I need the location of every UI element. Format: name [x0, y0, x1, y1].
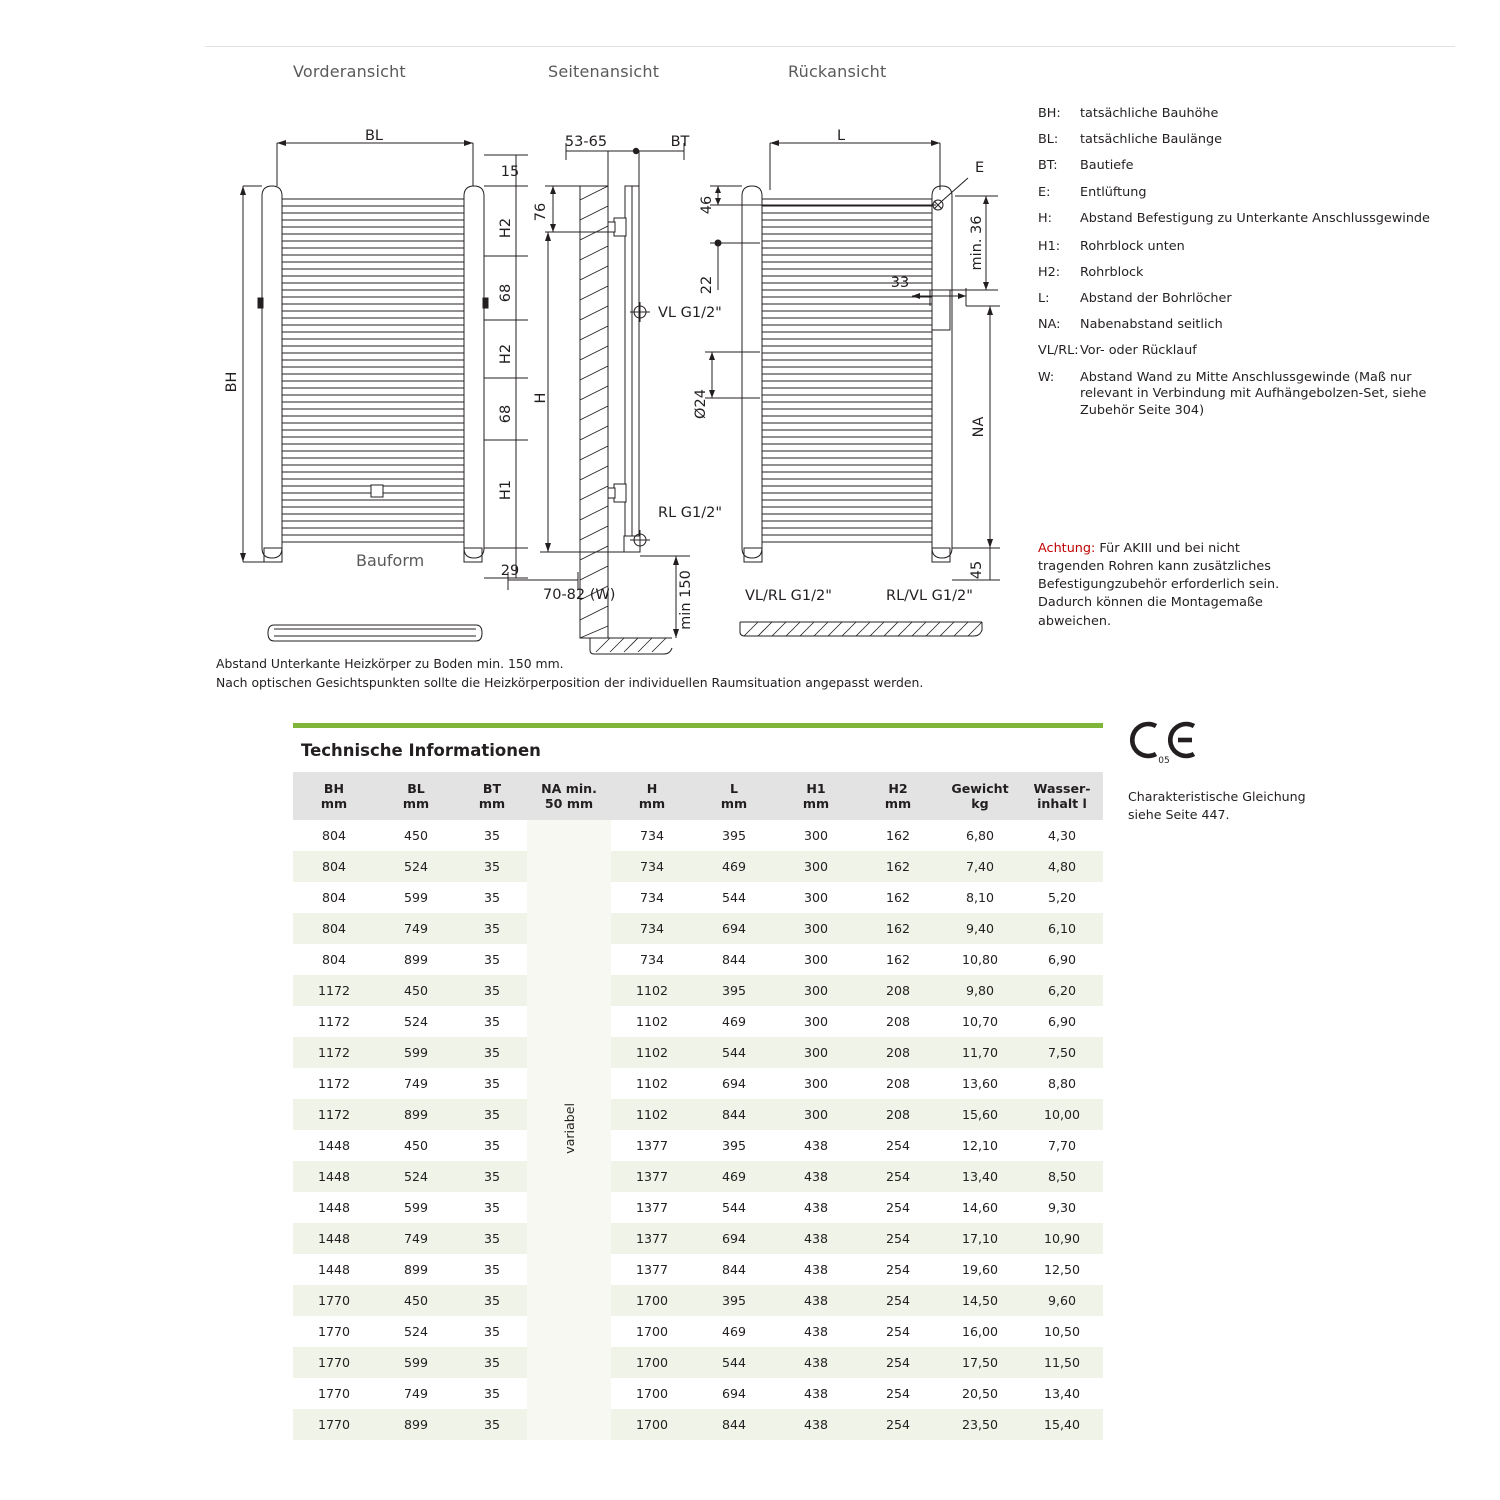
legend-list	[1038, 106, 1458, 431]
cell-bt: 35	[457, 851, 527, 882]
cell-h: 1700	[611, 1409, 693, 1440]
cell-h1: 300	[803, 952, 829, 967]
cell-h: 1102	[611, 1037, 693, 1068]
cell-water: 10,90	[1021, 1223, 1103, 1254]
cell-na-variabel: variabel	[527, 820, 611, 1440]
cell-h: 1102	[611, 975, 693, 1006]
cell-bt: 35	[457, 1223, 527, 1254]
cell-bh: 1172	[317, 1076, 351, 1091]
table-row	[293, 1161, 1103, 1192]
cell-l: 694	[693, 1223, 775, 1254]
cell-h1: 438	[775, 1223, 857, 1254]
cell-weight: 20,50	[961, 1386, 999, 1401]
label-vl: VL G1/2"	[658, 305, 722, 321]
cell-bl: 899	[375, 1409, 457, 1440]
cell-l: 544	[693, 1037, 775, 1068]
dim-29: 29	[500, 563, 520, 579]
cell-h2: 254	[885, 1200, 911, 1215]
dim-h1: H1	[498, 479, 514, 501]
cell-h1: 300	[775, 1037, 857, 1068]
cell-bt: 35	[483, 952, 501, 967]
legend-item	[1038, 343, 1458, 360]
legend-item	[1038, 132, 1458, 149]
table-row	[293, 820, 1103, 851]
legend-key: BH:	[1038, 106, 1061, 121]
dim-bt: BT	[670, 134, 690, 150]
table-row	[293, 851, 1103, 882]
cell-water: 13,40	[1043, 1386, 1081, 1401]
cell-h2: 162	[885, 890, 911, 905]
cell-bh: 804	[321, 890, 347, 905]
cell-water: 10,00	[1021, 1099, 1103, 1130]
cell-bt: 35	[457, 1285, 527, 1316]
cell-h2: 254	[857, 1223, 939, 1254]
dim-l: L	[836, 128, 846, 144]
cell-h1: 438	[775, 1161, 857, 1192]
cell-h1: 300	[775, 913, 857, 944]
cell-bt: 35	[483, 1324, 501, 1339]
dim-22: 22	[699, 275, 715, 295]
dim-45: 45	[969, 560, 985, 580]
dim-min150: min 150	[678, 570, 694, 630]
cell-weight: 12,10	[961, 1138, 999, 1153]
cell-h: 1377	[635, 1262, 669, 1277]
cell-weight: 7,40	[939, 851, 1021, 882]
cell-h: 1102	[611, 1099, 693, 1130]
cell-h2: 162	[885, 828, 911, 843]
cell-bt: 35	[457, 975, 527, 1006]
legend-value: Rohrblock unten	[1080, 238, 1185, 254]
legend-value: tatsächliche Baulänge	[1080, 132, 1222, 148]
cell-bl: 749	[375, 1223, 457, 1254]
col-header-h: H mm	[611, 772, 693, 820]
table-row	[293, 913, 1103, 944]
cell-bl: 599	[375, 1037, 457, 1068]
cell-bh: 1448	[293, 1223, 375, 1254]
cell-h: 734	[611, 851, 693, 882]
dim-bl: BL	[364, 128, 384, 144]
cell-weight: 13,60	[961, 1076, 999, 1091]
cell-weight: 9,40	[939, 913, 1021, 944]
legend-key: E:	[1038, 184, 1051, 200]
dim-33: 33	[890, 275, 910, 291]
table-row	[293, 1099, 1103, 1130]
legend-key: L:	[1038, 291, 1050, 307]
cell-h2: 254	[857, 1161, 939, 1192]
cell-weight: 8,10	[965, 890, 995, 905]
dim-h2b: H2	[498, 343, 514, 365]
cell-weight: 10,70	[961, 1014, 999, 1029]
cell-bl: 450	[375, 975, 457, 1006]
cell-bl: 599	[403, 1200, 429, 1215]
legend-value: Bautiefe	[1080, 158, 1134, 174]
cell-water: 11,50	[1021, 1347, 1103, 1378]
cell-h: 734	[639, 952, 665, 967]
cell-h1: 438	[775, 1285, 857, 1316]
cell-l: 844	[693, 1409, 775, 1440]
cell-l: 844	[693, 1099, 775, 1130]
view-title-bauform: Bauform	[356, 551, 425, 570]
cell-bl: 749	[403, 1386, 429, 1401]
cell-h: 1102	[635, 1076, 669, 1091]
cell-bh: 804	[293, 851, 375, 882]
legend-value: Rohrblock	[1080, 264, 1144, 280]
cell-bh: 1770	[317, 1324, 351, 1339]
cell-bl: 749	[375, 913, 457, 944]
cell-h: 1700	[611, 1285, 693, 1316]
cell-l: 544	[693, 1347, 775, 1378]
cell-water: 6,90	[1047, 1014, 1077, 1029]
legend-key: H2:	[1038, 264, 1061, 280]
table-row	[293, 1192, 1103, 1223]
cell-h1: 300	[775, 975, 857, 1006]
cell-h1: 438	[803, 1200, 829, 1215]
cell-l: 395	[721, 1138, 747, 1153]
drawing-caption	[216, 655, 923, 692]
cell-water: 15,40	[1021, 1409, 1103, 1440]
table-row	[293, 1254, 1103, 1285]
cell-weight: 9,80	[939, 975, 1021, 1006]
legend-item	[1038, 291, 1458, 308]
cell-water: 4,80	[1021, 851, 1103, 882]
cell-bt: 35	[483, 1076, 501, 1091]
cell-h: 1700	[635, 1386, 669, 1401]
legend-value: Abstand der Bohrlöcher	[1080, 291, 1232, 307]
cell-h: 1377	[611, 1223, 693, 1254]
table-row	[293, 1316, 1103, 1347]
ce-caption-line-1: Charakteristische Gleichung	[1128, 789, 1306, 804]
table-row	[293, 1378, 1103, 1409]
cell-bt: 35	[457, 1347, 527, 1378]
legend-value: Abstand Befestigung zu Unterkante Anschlussgewinde	[1080, 210, 1430, 226]
cell-h2: 162	[857, 851, 939, 882]
cell-h2: 254	[857, 1409, 939, 1440]
col-header-bt: BT mm	[457, 772, 527, 820]
cell-h: 734	[639, 828, 665, 843]
dim-na: NA	[971, 416, 987, 438]
ce-caption	[1128, 788, 1328, 825]
col-header-h2: H2 mm	[857, 772, 939, 820]
cell-h1: 300	[803, 890, 829, 905]
dim-70-82: 70-82 (W)	[543, 587, 616, 603]
dim-min36: min. 36	[969, 215, 985, 271]
cell-bt: 35	[457, 913, 527, 944]
label-vlrl-right: RL/VL G1/2"	[886, 588, 973, 604]
cell-h2: 208	[857, 975, 939, 1006]
dim-15: 15	[500, 164, 520, 180]
cell-bh: 1448	[317, 1262, 351, 1277]
cell-h1: 438	[803, 1324, 829, 1339]
cell-h2: 254	[857, 1285, 939, 1316]
warning-note	[1038, 540, 1296, 631]
table-row	[293, 1037, 1103, 1068]
label-rl: RL G1/2"	[658, 505, 723, 521]
cell-bh: 1172	[317, 1014, 351, 1029]
legend-key: BT:	[1038, 158, 1058, 174]
table-header-row	[293, 772, 1103, 820]
cell-l: 469	[721, 1014, 747, 1029]
table-row	[293, 1130, 1103, 1161]
legend-value: Nabenabstand seitlich	[1080, 317, 1223, 333]
dim-68a: 68	[498, 283, 514, 303]
cell-bh: 1172	[293, 975, 375, 1006]
cell-h1: 438	[803, 1262, 829, 1277]
cell-bl: 899	[403, 1262, 429, 1277]
dim-h: H	[533, 392, 549, 404]
col-header-bl: BL mm	[375, 772, 457, 820]
col-header-h1: H1 mm	[775, 772, 857, 820]
cell-l: 395	[693, 1285, 775, 1316]
table-row	[293, 1006, 1103, 1037]
cell-h: 734	[611, 913, 693, 944]
cell-l: 844	[721, 952, 747, 967]
cell-weight: 14,50	[939, 1285, 1021, 1316]
cell-water: 12,50	[1043, 1262, 1081, 1277]
cell-h2: 208	[885, 1076, 911, 1091]
cell-h2: 162	[857, 913, 939, 944]
table-row	[293, 882, 1103, 913]
dim-53-65: 53-65	[564, 134, 608, 150]
col-header-water: Wasser- inhalt l	[1021, 772, 1103, 820]
legend-item	[1038, 185, 1458, 202]
cell-h1: 438	[803, 1386, 829, 1401]
cell-bh: 1448	[293, 1161, 375, 1192]
cell-weight: 11,70	[939, 1037, 1021, 1068]
cell-h2: 208	[857, 1099, 939, 1130]
table-row	[293, 1347, 1103, 1378]
cell-weight: 17,10	[939, 1223, 1021, 1254]
table-row	[293, 1068, 1103, 1099]
cell-bh: 1770	[317, 1386, 351, 1401]
cell-weight: 13,40	[939, 1161, 1021, 1192]
legend-value: Vor- oder Rücklauf	[1080, 343, 1197, 359]
cell-bl: 899	[403, 952, 429, 967]
cell-h: 1102	[635, 1014, 669, 1029]
cell-h2: 208	[857, 1037, 939, 1068]
cell-weight: 15,60	[939, 1099, 1021, 1130]
table-row	[293, 1285, 1103, 1316]
cell-water: 7,50	[1021, 1037, 1103, 1068]
cell-water: 9,60	[1021, 1285, 1103, 1316]
cell-bt: 35	[483, 1014, 501, 1029]
cell-water: 8,80	[1047, 1076, 1077, 1091]
ce-mark	[1128, 716, 1200, 764]
table-body	[293, 820, 1103, 1440]
legend-key: H1:	[1038, 238, 1061, 254]
dim-46: 46	[699, 195, 715, 215]
legend-value: Abstand Wand zu Mitte Anschlussgewinde (Maß nur relevant in Verbindung mit Aufhängebolzen-Set, siehe Zubehör Seite 304)	[1080, 369, 1427, 419]
table-title: Technische Informationen	[301, 741, 541, 760]
cell-h2: 208	[885, 1014, 911, 1029]
cell-bt: 35	[483, 1262, 501, 1277]
dim-68b: 68	[498, 404, 514, 424]
cell-h1: 300	[775, 1099, 857, 1130]
cell-h1: 438	[775, 1409, 857, 1440]
cell-bt: 35	[483, 1386, 501, 1401]
cell-l: 544	[721, 1200, 747, 1215]
cell-h2: 162	[885, 952, 911, 967]
cell-bl: 524	[375, 851, 457, 882]
cell-bt: 35	[457, 1161, 527, 1192]
view-title-side: Seitenansicht	[548, 62, 660, 81]
cell-weight: 16,00	[961, 1324, 999, 1339]
cell-bl: 524	[403, 1014, 429, 1029]
ce-number: 05	[1158, 756, 1170, 764]
cell-bh: 1172	[293, 1099, 375, 1130]
cell-l: 694	[721, 1076, 747, 1091]
cell-bl: 599	[403, 890, 429, 905]
dim-76: 76	[533, 202, 549, 222]
cell-bl: 899	[375, 1099, 457, 1130]
cell-h2: 254	[857, 1347, 939, 1378]
cell-h2: 254	[885, 1324, 911, 1339]
col-header-bh: BH mm	[293, 772, 375, 820]
cell-bh: 1172	[293, 1037, 375, 1068]
caption-line-1: Abstand Unterkante Heizkörper zu Boden min. 150 mm.	[216, 656, 564, 671]
cell-bt: 35	[457, 1099, 527, 1130]
cell-weight: 17,50	[939, 1347, 1021, 1378]
cell-h2: 254	[885, 1138, 911, 1153]
cell-weight: 10,80	[961, 952, 999, 967]
cell-water: 7,70	[1047, 1138, 1077, 1153]
cell-bh: 804	[293, 913, 375, 944]
cell-bl: 524	[403, 1324, 429, 1339]
cell-h1: 438	[803, 1138, 829, 1153]
cell-water: 4,30	[1047, 828, 1077, 843]
legend-item	[1038, 239, 1458, 256]
cell-bl: 599	[375, 1347, 457, 1378]
cell-water: 6,20	[1021, 975, 1103, 1006]
table-head	[293, 772, 1103, 820]
cell-l: 395	[693, 975, 775, 1006]
caption-line-2: Nach optischen Gesichtspunkten sollte die Heizkörperposition der individuellen Raumsituation angepasst werden.	[216, 674, 924, 690]
cell-weight: 6,80	[965, 828, 995, 843]
cell-h1: 300	[803, 1076, 829, 1091]
cell-h: 734	[639, 890, 665, 905]
cell-h2: 254	[885, 1386, 911, 1401]
cell-l: 694	[721, 1386, 747, 1401]
cell-h: 1700	[635, 1324, 669, 1339]
legend-key: VL/RL:	[1038, 343, 1079, 359]
cell-l: 395	[721, 828, 747, 843]
cell-weight: 14,60	[961, 1200, 999, 1215]
cell-bl: 749	[403, 1076, 429, 1091]
cell-l: 844	[721, 1262, 747, 1277]
dim-h2a: H2	[498, 217, 514, 239]
table-row	[293, 975, 1103, 1006]
legend-value: Entlüftung	[1080, 184, 1147, 200]
cell-h2: 254	[885, 1262, 911, 1277]
legend-item	[1038, 317, 1458, 334]
cell-bt: 35	[483, 828, 501, 843]
cell-bh: 1770	[293, 1285, 375, 1316]
col-header-weight: Gewicht kg	[939, 772, 1021, 820]
legend-item	[1038, 158, 1458, 175]
cell-bh: 1770	[293, 1409, 375, 1440]
warning-label: Achtung:	[1038, 541, 1096, 556]
legend-key: BL:	[1038, 132, 1059, 148]
cell-water: 5,20	[1047, 890, 1077, 905]
cell-h: 1377	[635, 1138, 669, 1153]
cell-bh: 1448	[317, 1138, 351, 1153]
cell-bt: 35	[483, 1200, 501, 1215]
view-title-back: Rückansicht	[788, 62, 887, 81]
legend-value: tatsächliche Bauhöhe	[1080, 106, 1219, 121]
cell-water: 8,50	[1021, 1161, 1103, 1192]
col-header-na: NA min. 50 mm	[527, 772, 611, 820]
cell-h1: 300	[803, 828, 829, 843]
table-row	[293, 1223, 1103, 1254]
ce-caption-line-2: siehe Seite 447.	[1128, 807, 1230, 823]
view-title-front: Vorderansicht	[293, 62, 406, 81]
cell-weight: 23,50	[939, 1409, 1021, 1440]
legend-key: NA:	[1038, 317, 1061, 333]
cell-bh: 1770	[293, 1347, 375, 1378]
cell-l: 694	[693, 913, 775, 944]
table-row	[293, 944, 1103, 975]
warning-text: Für AKIII und bei nicht tragenden Rohren kann zusätzliches Befestigungzubehör erforderlich sein. Dadurch können die Montagemaße abweichen.	[1038, 541, 1280, 629]
cell-h: 1377	[635, 1200, 669, 1215]
col-header-l: L mm	[693, 772, 775, 820]
cell-water: 6,10	[1021, 913, 1103, 944]
cell-bl: 450	[375, 1285, 457, 1316]
technical-info-section	[293, 723, 1103, 1440]
cell-bl: 524	[375, 1161, 457, 1192]
legend-key: H:	[1038, 210, 1052, 226]
legend-item	[1038, 370, 1458, 421]
cell-water: 9,30	[1047, 1200, 1077, 1215]
table-row	[293, 1409, 1103, 1440]
cell-h: 1700	[611, 1347, 693, 1378]
cell-bt: 35	[483, 890, 501, 905]
label-vlrl-left: VL/RL G1/2"	[745, 588, 832, 604]
cell-h: 1377	[611, 1161, 693, 1192]
cell-bh: 804	[321, 952, 347, 967]
dim-bh: BH	[224, 371, 240, 393]
cell-bh: 804	[321, 828, 347, 843]
legend-key: W:	[1038, 369, 1055, 385]
legend-item	[1038, 106, 1458, 123]
cell-bt: 35	[483, 1138, 501, 1153]
cell-bl: 450	[403, 1138, 429, 1153]
cell-l: 469	[693, 851, 775, 882]
cell-bl: 450	[403, 828, 429, 843]
cell-bt: 35	[457, 1037, 527, 1068]
cell-weight: 19,60	[961, 1262, 999, 1277]
cell-l: 469	[721, 1324, 747, 1339]
dim-d24: Ø24	[693, 389, 709, 419]
cell-bh: 1448	[317, 1200, 351, 1215]
cell-bt: 35	[457, 1409, 527, 1440]
legend-item	[1038, 211, 1458, 228]
specifications-table	[293, 772, 1103, 1440]
cell-h1: 438	[775, 1347, 857, 1378]
cell-water: 6,90	[1047, 952, 1077, 967]
cell-h1: 300	[775, 851, 857, 882]
cell-h1: 300	[803, 1014, 829, 1029]
dim-e: E	[975, 160, 985, 176]
cell-l: 544	[721, 890, 747, 905]
cell-water: 10,50	[1043, 1324, 1081, 1339]
legend-item	[1038, 265, 1458, 282]
cell-l: 469	[693, 1161, 775, 1192]
